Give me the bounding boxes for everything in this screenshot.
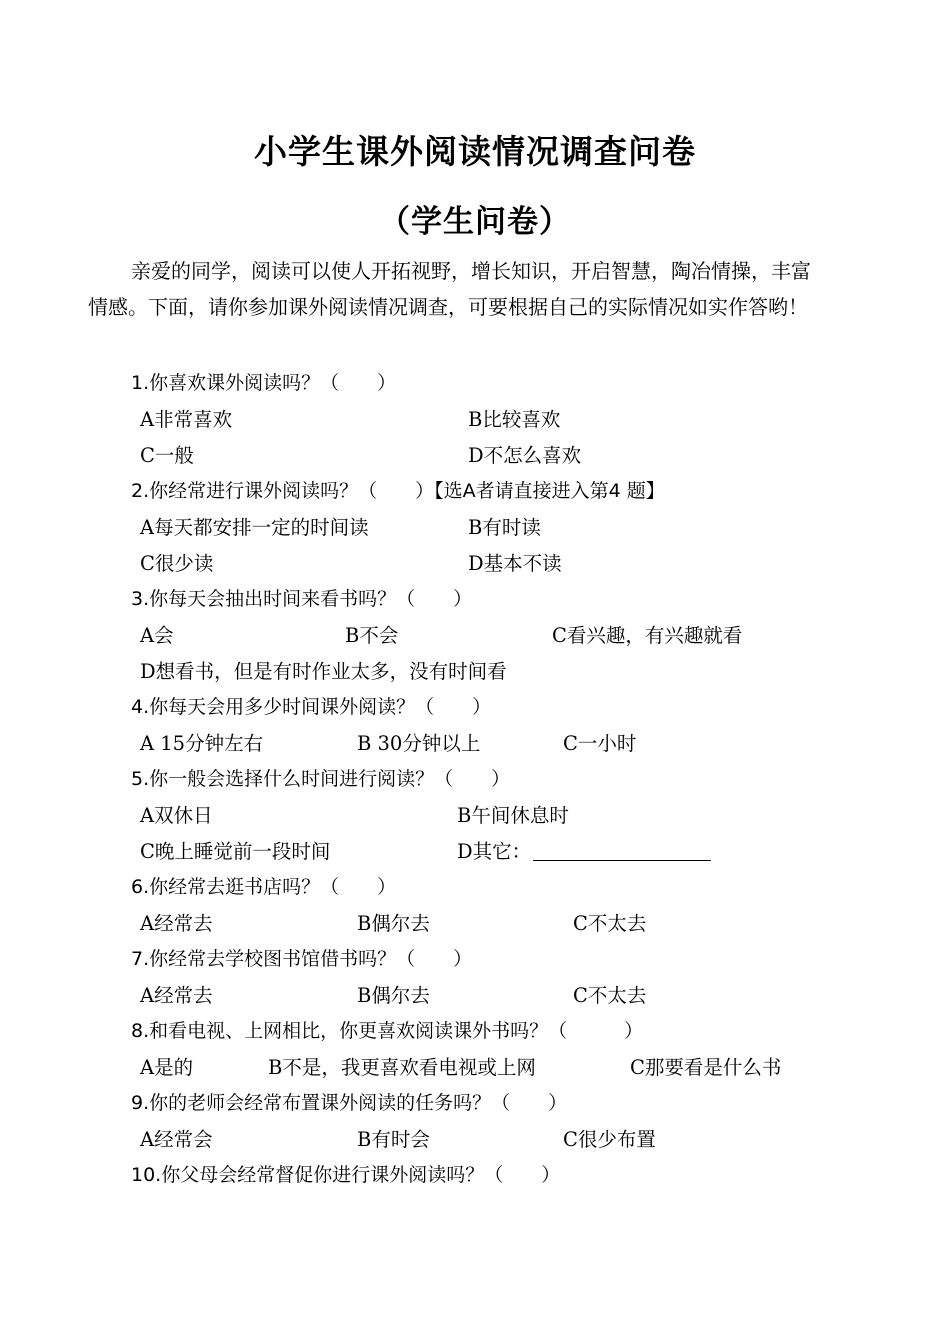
question-9: 9.你的老师会经常布置课外阅读的任务吗？（ ）: [131, 1092, 568, 1114]
q6-option-a: A经常去: [140, 912, 213, 935]
q9-option-b: B有时会: [357, 1128, 430, 1151]
q2-option-c: C很少读: [140, 552, 214, 575]
question-4: 4.你每天会用多少时间课外阅读？（ ）: [131, 696, 492, 718]
q5-option-b: B午间休息时: [457, 804, 569, 827]
q4-option-b: B 30分钟以上: [357, 732, 481, 755]
q8-option-c: C那要看是什么书: [630, 1056, 782, 1079]
q7-option-c: C不太去: [573, 984, 647, 1007]
q5-option-c: C晚上睡觉前一段时间: [140, 840, 331, 863]
question-10: 10.你父母会经常督促你进行课外阅读吗？（ ）: [131, 1164, 561, 1186]
question-6: 6.你经常去逛书店吗？（ ）: [131, 876, 397, 898]
question-2: 2.你经常进行课外阅读吗？（ ）【选A者请直接进入第4 题】: [131, 480, 665, 502]
page-subtitle: （学生问卷）: [379, 204, 571, 240]
q2-option-d: D基本不读: [468, 552, 562, 575]
q9-option-c: C很少布置: [563, 1128, 656, 1151]
question-5: 5.你一般会选择什么时间进行阅读？（ ）: [131, 768, 511, 790]
q7-option-b: B偶尔去: [357, 984, 430, 1007]
q6-option-b: B偶尔去: [357, 912, 430, 935]
page-title: 小学生课外阅读情况调查问卷: [254, 132, 696, 171]
q5-option-d-label: D其它：: [457, 840, 532, 863]
q3-option-b: B不会: [345, 624, 399, 647]
q3-option-a: A会: [140, 624, 174, 647]
q2-option-b: B有时读: [468, 516, 541, 539]
q6-option-c: C不太去: [573, 912, 647, 935]
q8-option-b: B不是，我更喜欢看电视或上网: [268, 1056, 536, 1079]
q7-option-a: A经常去: [140, 984, 213, 1007]
intro-paragraph: [88, 253, 868, 325]
intro-line-1: 亲爱的同学，阅读可以使人开拓视野，增长知识，开启智慧，陶冶情操，丰富: [131, 259, 811, 283]
question-3: 3.你每天会抽出时间来看书吗？（ ）: [131, 588, 473, 610]
question-1: 1.你喜欢课外阅读吗？（ ）: [131, 372, 397, 394]
q1-option-b: B比较喜欢: [468, 408, 561, 431]
q3-option-c: C看兴趣，有兴趣就看: [552, 624, 743, 647]
q3-option-d: D想看书，但是有时作业太多，没有时间看: [140, 660, 507, 683]
q5-option-d: [457, 836, 711, 864]
q8-option-a: A是的: [140, 1056, 194, 1079]
q9-option-a: A经常会: [140, 1128, 213, 1151]
q4-option-a: A 15分钟左右: [140, 732, 264, 755]
q1-option-a: A非常喜欢: [140, 408, 233, 431]
question-7: 7.你经常去学校图书馆借书吗？（ ）: [131, 948, 473, 970]
question-8: 8.和看电视、上网相比，你更喜欢阅读课外书吗？（ ）: [131, 1020, 644, 1042]
fill-in-blank-line[interactable]: [533, 840, 711, 861]
q1-option-d: D不怎么喜欢: [468, 444, 582, 467]
q2-option-a: A每天都安排一定的时间读: [140, 516, 369, 539]
q5-option-a: A双休日: [140, 804, 213, 827]
q1-option-c: C一般: [140, 444, 194, 467]
intro-line-2: 情感。下面，请你参加课外阅读情况调查，可要根据自己的实际情况如实作答哟！: [88, 295, 808, 319]
q4-option-c: C一小时: [563, 732, 637, 755]
